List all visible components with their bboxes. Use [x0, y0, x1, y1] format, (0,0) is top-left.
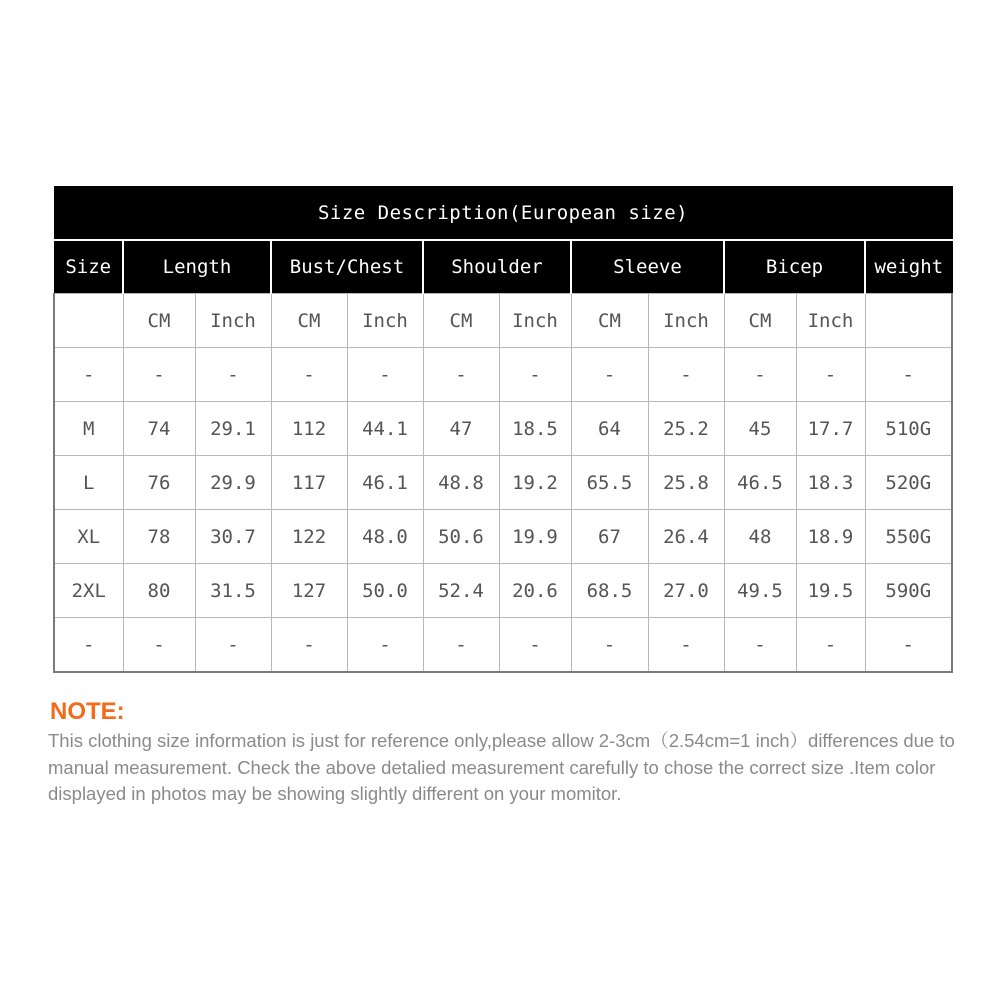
table-cell: - [648, 348, 724, 402]
table-cell: - [423, 618, 499, 673]
table-cell: 20.6 [499, 564, 571, 618]
table-cell: - [499, 348, 571, 402]
table-row [54, 348, 952, 402]
table-cell: - [724, 618, 796, 673]
table-cell: 64 [571, 402, 648, 456]
table-cell: - [423, 348, 499, 402]
table-cell: - [347, 348, 423, 402]
table-cell: - [796, 618, 865, 673]
table-cell: 67 [571, 510, 648, 564]
table-cell: 122 [271, 510, 347, 564]
table-cell: - [796, 348, 865, 402]
table-cell: 68.5 [571, 564, 648, 618]
table-cell: 49.5 [724, 564, 796, 618]
table-cell: 25.8 [648, 456, 724, 510]
note-text: This clothing size information is just for reference only,please allow 2-3cm（2.54cm=1 inch）differences due to manual measurement. Check the above detalied measurement carefully to chose the correct size .Item color displayed in photos may be showing slightly different on your momitor. [48, 730, 955, 804]
table-cell: 48.0 [347, 510, 423, 564]
table-cell: 27.0 [648, 564, 724, 618]
table-cell: 29.1 [195, 402, 271, 456]
size-cell: XL [54, 510, 123, 564]
table-cell: - [123, 348, 195, 402]
table-cell: 52.4 [423, 564, 499, 618]
table-cell: 112 [271, 402, 347, 456]
table-cell: 520G [865, 456, 952, 510]
table-cell: 127 [271, 564, 347, 618]
header-shoulder: Shoulder [423, 240, 571, 294]
table-cell: 18.9 [796, 510, 865, 564]
units-row [54, 294, 952, 348]
size-cell: L [54, 456, 123, 510]
table-cell: - [347, 618, 423, 673]
table-cell: - [571, 618, 648, 673]
unit-cell: Inch [347, 294, 423, 348]
size-cell: - [54, 348, 123, 402]
table-cell: 590G [865, 564, 952, 618]
note-title: NOTE: [50, 698, 125, 725]
table-cell: 80 [123, 564, 195, 618]
table-cell: 78 [123, 510, 195, 564]
table-cell: 25.2 [648, 402, 724, 456]
size-cell: - [54, 618, 123, 673]
table-cell: - [865, 618, 952, 673]
unit-cell [54, 294, 123, 348]
unit-cell: CM [571, 294, 648, 348]
table-cell: 65.5 [571, 456, 648, 510]
table-cell: 17.7 [796, 402, 865, 456]
table-row [54, 510, 952, 564]
table-cell: - [499, 618, 571, 673]
table-cell: 26.4 [648, 510, 724, 564]
table-cell: - [648, 618, 724, 673]
table-cell: 48.8 [423, 456, 499, 510]
table-cell: 47 [423, 402, 499, 456]
table-cell: 19.5 [796, 564, 865, 618]
table-cell: 46.1 [347, 456, 423, 510]
unit-cell: Inch [796, 294, 865, 348]
table-title: Size Description(European size) [54, 187, 952, 241]
header-bust-chest: Bust/Chest [271, 240, 423, 294]
table-cell: 50.6 [423, 510, 499, 564]
table-cell: 44.1 [347, 402, 423, 456]
table-cell: - [271, 618, 347, 673]
table-cell: 76 [123, 456, 195, 510]
table-cell: 46.5 [724, 456, 796, 510]
table-cell: 550G [865, 510, 952, 564]
table-cell: - [724, 348, 796, 402]
size-cell: 2XL [54, 564, 123, 618]
header-weight: weight [865, 240, 952, 294]
table-cell: 510G [865, 402, 952, 456]
table-row [54, 618, 952, 673]
table-cell: - [195, 348, 271, 402]
table-cell: 31.5 [195, 564, 271, 618]
table-cell: 45 [724, 402, 796, 456]
table-cell: - [271, 348, 347, 402]
size-cell: M [54, 402, 123, 456]
table-cell: 117 [271, 456, 347, 510]
table-cell: - [195, 618, 271, 673]
table-cell: - [865, 348, 952, 402]
unit-cell [865, 294, 952, 348]
table-cell: - [571, 348, 648, 402]
header-bicep: Bicep [724, 240, 865, 294]
table-cell: 50.0 [347, 564, 423, 618]
table-row [54, 402, 952, 456]
header-sleeve: Sleeve [571, 240, 724, 294]
unit-cell: CM [271, 294, 347, 348]
unit-cell: CM [423, 294, 499, 348]
table-cell: - [123, 618, 195, 673]
header-length: Length [123, 240, 271, 294]
unit-cell: CM [724, 294, 796, 348]
unit-cell: Inch [195, 294, 271, 348]
unit-cell: Inch [499, 294, 571, 348]
unit-cell: CM [123, 294, 195, 348]
table-cell: 18.3 [796, 456, 865, 510]
unit-cell: Inch [648, 294, 724, 348]
table-body [54, 294, 952, 673]
table-row [54, 564, 952, 618]
table-cell: 19.2 [499, 456, 571, 510]
table-cell: 19.9 [499, 510, 571, 564]
table-cell: 29.9 [195, 456, 271, 510]
table-row [54, 456, 952, 510]
table-cell: 18.5 [499, 402, 571, 456]
table-cell: 30.7 [195, 510, 271, 564]
header-size: Size [54, 240, 123, 294]
table-cell: 48 [724, 510, 796, 564]
size-table [53, 186, 953, 673]
table-cell: 74 [123, 402, 195, 456]
